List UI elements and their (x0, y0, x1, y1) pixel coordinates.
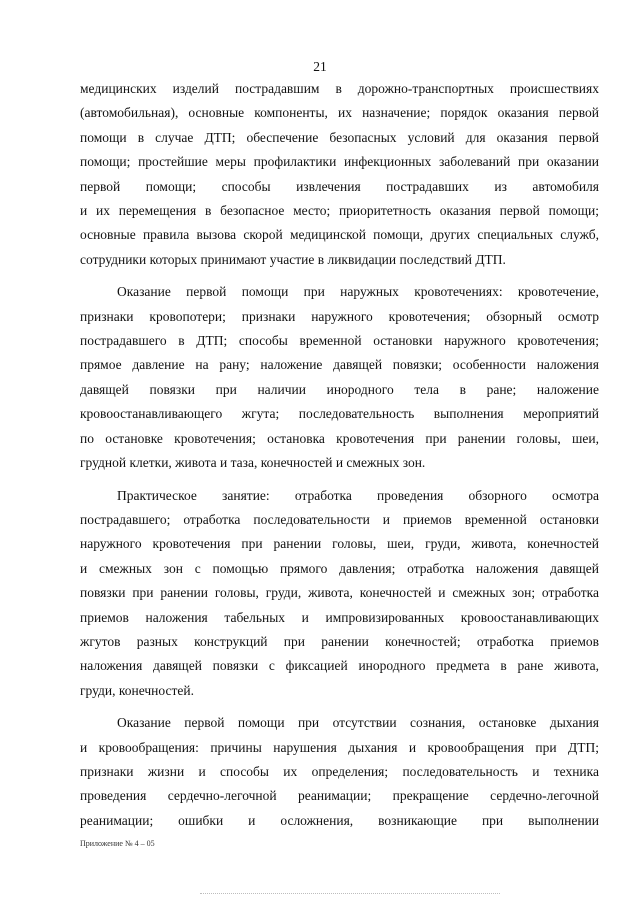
text-line: первой помощи; способы извлечения пострадавших из автомобиля (80, 178, 599, 194)
text-line: и смежных зон с помощью прямого давления; отработка наложения давящей (80, 560, 599, 576)
text-line: жгутов разных конструкций при ранении конечностей; отработка приемов (80, 633, 599, 649)
text-line: Практическое занятие: отработка проведения обзорного осмотра (117, 487, 599, 503)
paragraph-practical-session (80, 484, 599, 704)
text-line: Оказание первой помощи при наружных кровотечениях: кровотечение, (117, 284, 599, 300)
text-line: (автомобильная), основные компоненты, их назначение; порядок оказания первой (80, 105, 599, 121)
text-line: приемов наложения табельных и импровизированных кровоостанавливающих (80, 609, 599, 625)
text-line: медицинских изделий пострадавшим в дорожно-транспортных происшествиях (80, 81, 599, 96)
text-line: повязки при ранении головы, груди, живота, конечностей и смежных зон; отработка (80, 585, 599, 601)
text-line: по остановке кровотечения; остановка кровотечения при ранении головы, шеи, (80, 430, 599, 446)
text-line: проведения сердечно-легочной реанимации; прекращение сердечно-легочной (80, 788, 599, 804)
text-line: помощи в случае ДТП; обеспечение безопасных условий для оказания первой (80, 129, 599, 145)
text-line: основные правила вызова скорой медицинской помощи, других специальных служб, (80, 227, 599, 243)
text-line: сотрудники которых принимают участие в ликвидации последствий ДТП. (80, 251, 506, 267)
paragraph-external-bleeding (80, 280, 599, 475)
text-line: признаки жизни и способы их определения; последовательность и техника (80, 763, 599, 779)
text-line: кровоостанавливающего жгута; последовательность выполнения мероприятий (80, 406, 599, 422)
text-line: пострадавшего в ДТП; способы временной остановки наружного кровотечения; (80, 333, 599, 349)
paragraph-resuscitation (80, 711, 599, 833)
text-line: наложения давящей повязки с фиксацией инородного предмета в ране живота, (80, 658, 599, 674)
body-text (80, 77, 599, 833)
scan-artifact (200, 893, 500, 895)
text-line: помощи; простейшие меры профилактики инфекционных заболеваний при оказании (80, 154, 599, 170)
text-line: наружного кровотечения при ранении головы, шеи, груди, живота, конечностей (80, 536, 599, 552)
text-line: грудной клетки, живота и таза, конечностей и смежных зон. (80, 455, 426, 471)
footer-appendix-label: Приложение № 4 – 05 (80, 839, 155, 848)
text-line: Оказание первой помощи при отсутствии сознания, остановке дыхания (117, 715, 599, 731)
page-number: 21 (313, 59, 327, 74)
paragraph-continuation (80, 77, 599, 272)
text-line: пострадавшего; отработка последовательности и приемов временной остановки (80, 511, 599, 527)
text-line: давящей повязки при наличии инородного тела в ране; наложение (80, 381, 599, 397)
text-line: прямое давление на рану; наложение давящей повязки; особенности наложения (80, 357, 599, 373)
text-line: и кровообращения: причины нарушения дыхания и кровообращения при ДТП; (80, 739, 599, 755)
text-line: и их перемещения в безопасное место; приоритетность оказания первой помощи; (80, 203, 599, 219)
text-line: признаки кровопотери; признаки наружного кровотечения; обзорный осмотр (80, 308, 599, 324)
text-line: груди, конечностей. (80, 682, 194, 698)
text-line: реанимации; ошибки и осложнения, возникающие при выполнении (80, 812, 599, 828)
